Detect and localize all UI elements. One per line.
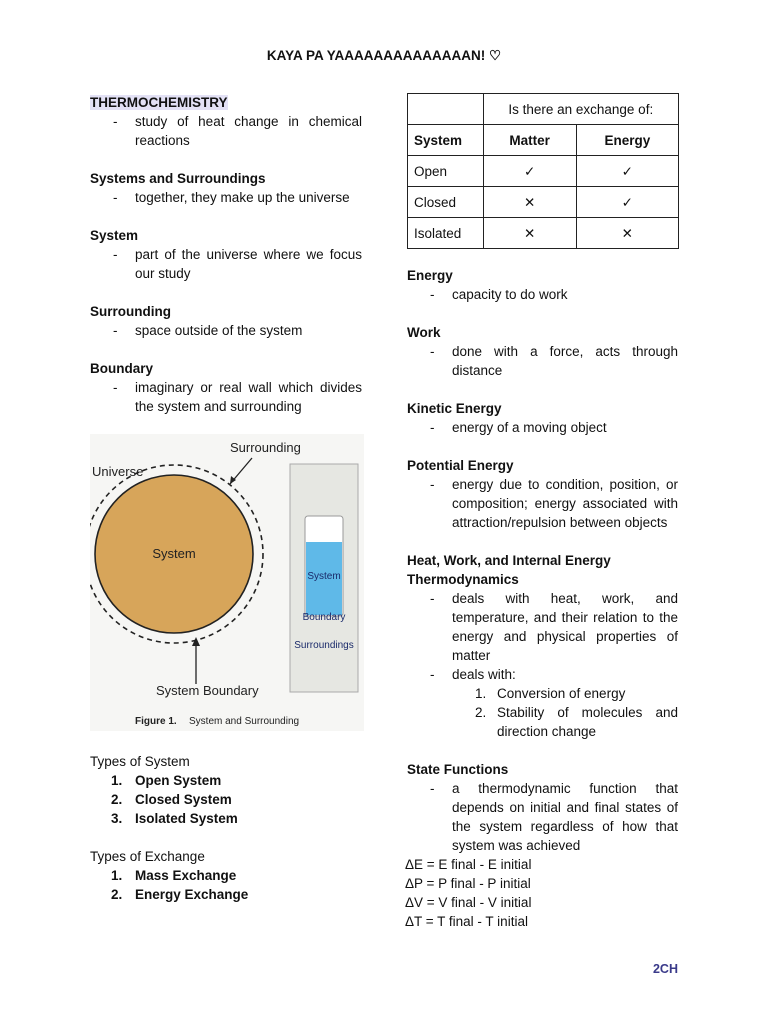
heading-potential: Potential Energy xyxy=(407,458,514,473)
figure-caption-text: System and Surrounding xyxy=(189,716,300,727)
heading-system: System xyxy=(90,228,139,243)
system-diagram xyxy=(90,434,364,731)
types-of-exchange-label: Types of Exchange xyxy=(90,849,205,864)
system-surrounding-figure xyxy=(90,434,364,731)
heading-surrounding: Surrounding xyxy=(90,304,171,319)
table-cell: Isolated xyxy=(408,218,484,249)
heading-heat-work: Heat, Work, and Internal Energy xyxy=(407,553,611,568)
table-cell: ✓ xyxy=(576,187,678,218)
heading-energy: Energy xyxy=(407,268,453,283)
figure-caption-label: Figure 1. xyxy=(135,716,177,727)
right-column xyxy=(407,266,678,950)
list-item: 3. Isolated System xyxy=(111,811,238,826)
table-cell: ✕ xyxy=(576,218,678,249)
heading-state-functions: State Functions xyxy=(407,762,509,777)
equation: ΔE = E final - E initial xyxy=(405,857,532,872)
system-boundary-label: System Boundary xyxy=(156,683,259,698)
column-header: System xyxy=(408,125,484,156)
bullet-item: - done with a force, acts through distance xyxy=(430,344,678,378)
system-label: System xyxy=(152,546,196,561)
list-item: 2. Closed System xyxy=(111,792,232,807)
section-system xyxy=(90,226,362,283)
heading-systems-surroundings: Systems and Surroundings xyxy=(90,171,266,186)
bullet-item: - deals with heat, work, and temperature, and their relation to the energy and physical properties of matter xyxy=(430,591,678,663)
section-kinetic xyxy=(407,399,678,437)
table-cell: Closed xyxy=(408,187,484,218)
table-cell: ✓ xyxy=(483,156,576,187)
list-item: 1. Mass Exchange xyxy=(111,868,237,883)
bullet-item: - deals with: xyxy=(430,667,516,682)
table-row xyxy=(408,187,679,218)
table-cell: ✕ xyxy=(483,218,576,249)
bullet-item: - together, they make up the universe xyxy=(113,190,350,205)
section-systems-surroundings xyxy=(90,169,362,207)
section-boundary xyxy=(90,359,362,416)
bullet-item: - study of heat change in chemical reactions xyxy=(113,114,362,148)
surrounding-label: Surrounding xyxy=(230,440,301,455)
section-surrounding xyxy=(90,302,362,340)
section-heat-work xyxy=(407,551,678,741)
bullet-item: - energy due to condition, position, or composition; energy associated with attraction/repulsion between objects xyxy=(430,477,678,530)
section-state-functions xyxy=(407,760,678,931)
table-row xyxy=(408,218,679,249)
table-header-row xyxy=(408,125,679,156)
universe-label: Universe xyxy=(92,464,144,479)
bullet-item: - space outside of the system xyxy=(113,323,303,338)
sub-list-item: 1. Conversion of energy xyxy=(475,686,626,701)
equation: ΔP = P final - P initial xyxy=(405,876,531,891)
left-column xyxy=(90,93,362,435)
list-item: 2. Energy Exchange xyxy=(111,887,249,902)
table-cell: Open xyxy=(408,156,484,187)
bullet-item: - a thermodynamic function that depends on initial and final states of the system regardless of how that system was achieved xyxy=(430,781,678,853)
types-section xyxy=(90,752,362,904)
beaker-system-label: System xyxy=(307,571,341,582)
bullet-item: - capacity to do work xyxy=(430,287,568,302)
heading-boundary: Boundary xyxy=(90,361,154,376)
types-of-system-label: Types of System xyxy=(90,754,190,769)
section-potential xyxy=(407,456,678,532)
table-row xyxy=(408,94,679,125)
bullet-item: - part of the universe where we focus our study xyxy=(113,247,362,281)
equation: ΔT = T final - T initial xyxy=(405,914,528,929)
equation: ΔV = V final - V initial xyxy=(405,895,532,910)
exchange-table xyxy=(407,93,679,249)
beaker-boundary-label: Boundary xyxy=(302,612,346,623)
heading-thermochemistry: THERMOCHEMISTRY xyxy=(90,95,228,110)
table-cell: ✓ xyxy=(576,156,678,187)
beaker-surroundings-label: Surroundings xyxy=(294,640,354,651)
section-thermochemistry xyxy=(90,93,362,150)
sub-list-item: 2. Stability of molecules and direction change xyxy=(475,705,678,739)
bullet-item: - energy of a moving object xyxy=(430,420,607,435)
bullet-item: - imaginary or real wall which divides the system and surrounding xyxy=(113,380,362,414)
footer-label: 2CH xyxy=(652,962,678,976)
section-energy xyxy=(407,266,678,304)
list-item: 1. Open System xyxy=(111,773,222,788)
heading-work: Work xyxy=(407,325,441,340)
column-header: Energy xyxy=(576,125,678,156)
column-header: Matter xyxy=(483,125,576,156)
table-question: Is there an exchange of: xyxy=(483,94,678,125)
section-work xyxy=(407,323,678,380)
page-title: KAYA PA YAAAAAAAAAAAAAAN! ♡ xyxy=(266,48,502,63)
table-cell: ✕ xyxy=(483,187,576,218)
heading-thermodynamics: Thermodynamics xyxy=(407,572,519,587)
heading-kinetic: Kinetic Energy xyxy=(407,401,502,416)
table-row xyxy=(408,156,679,187)
